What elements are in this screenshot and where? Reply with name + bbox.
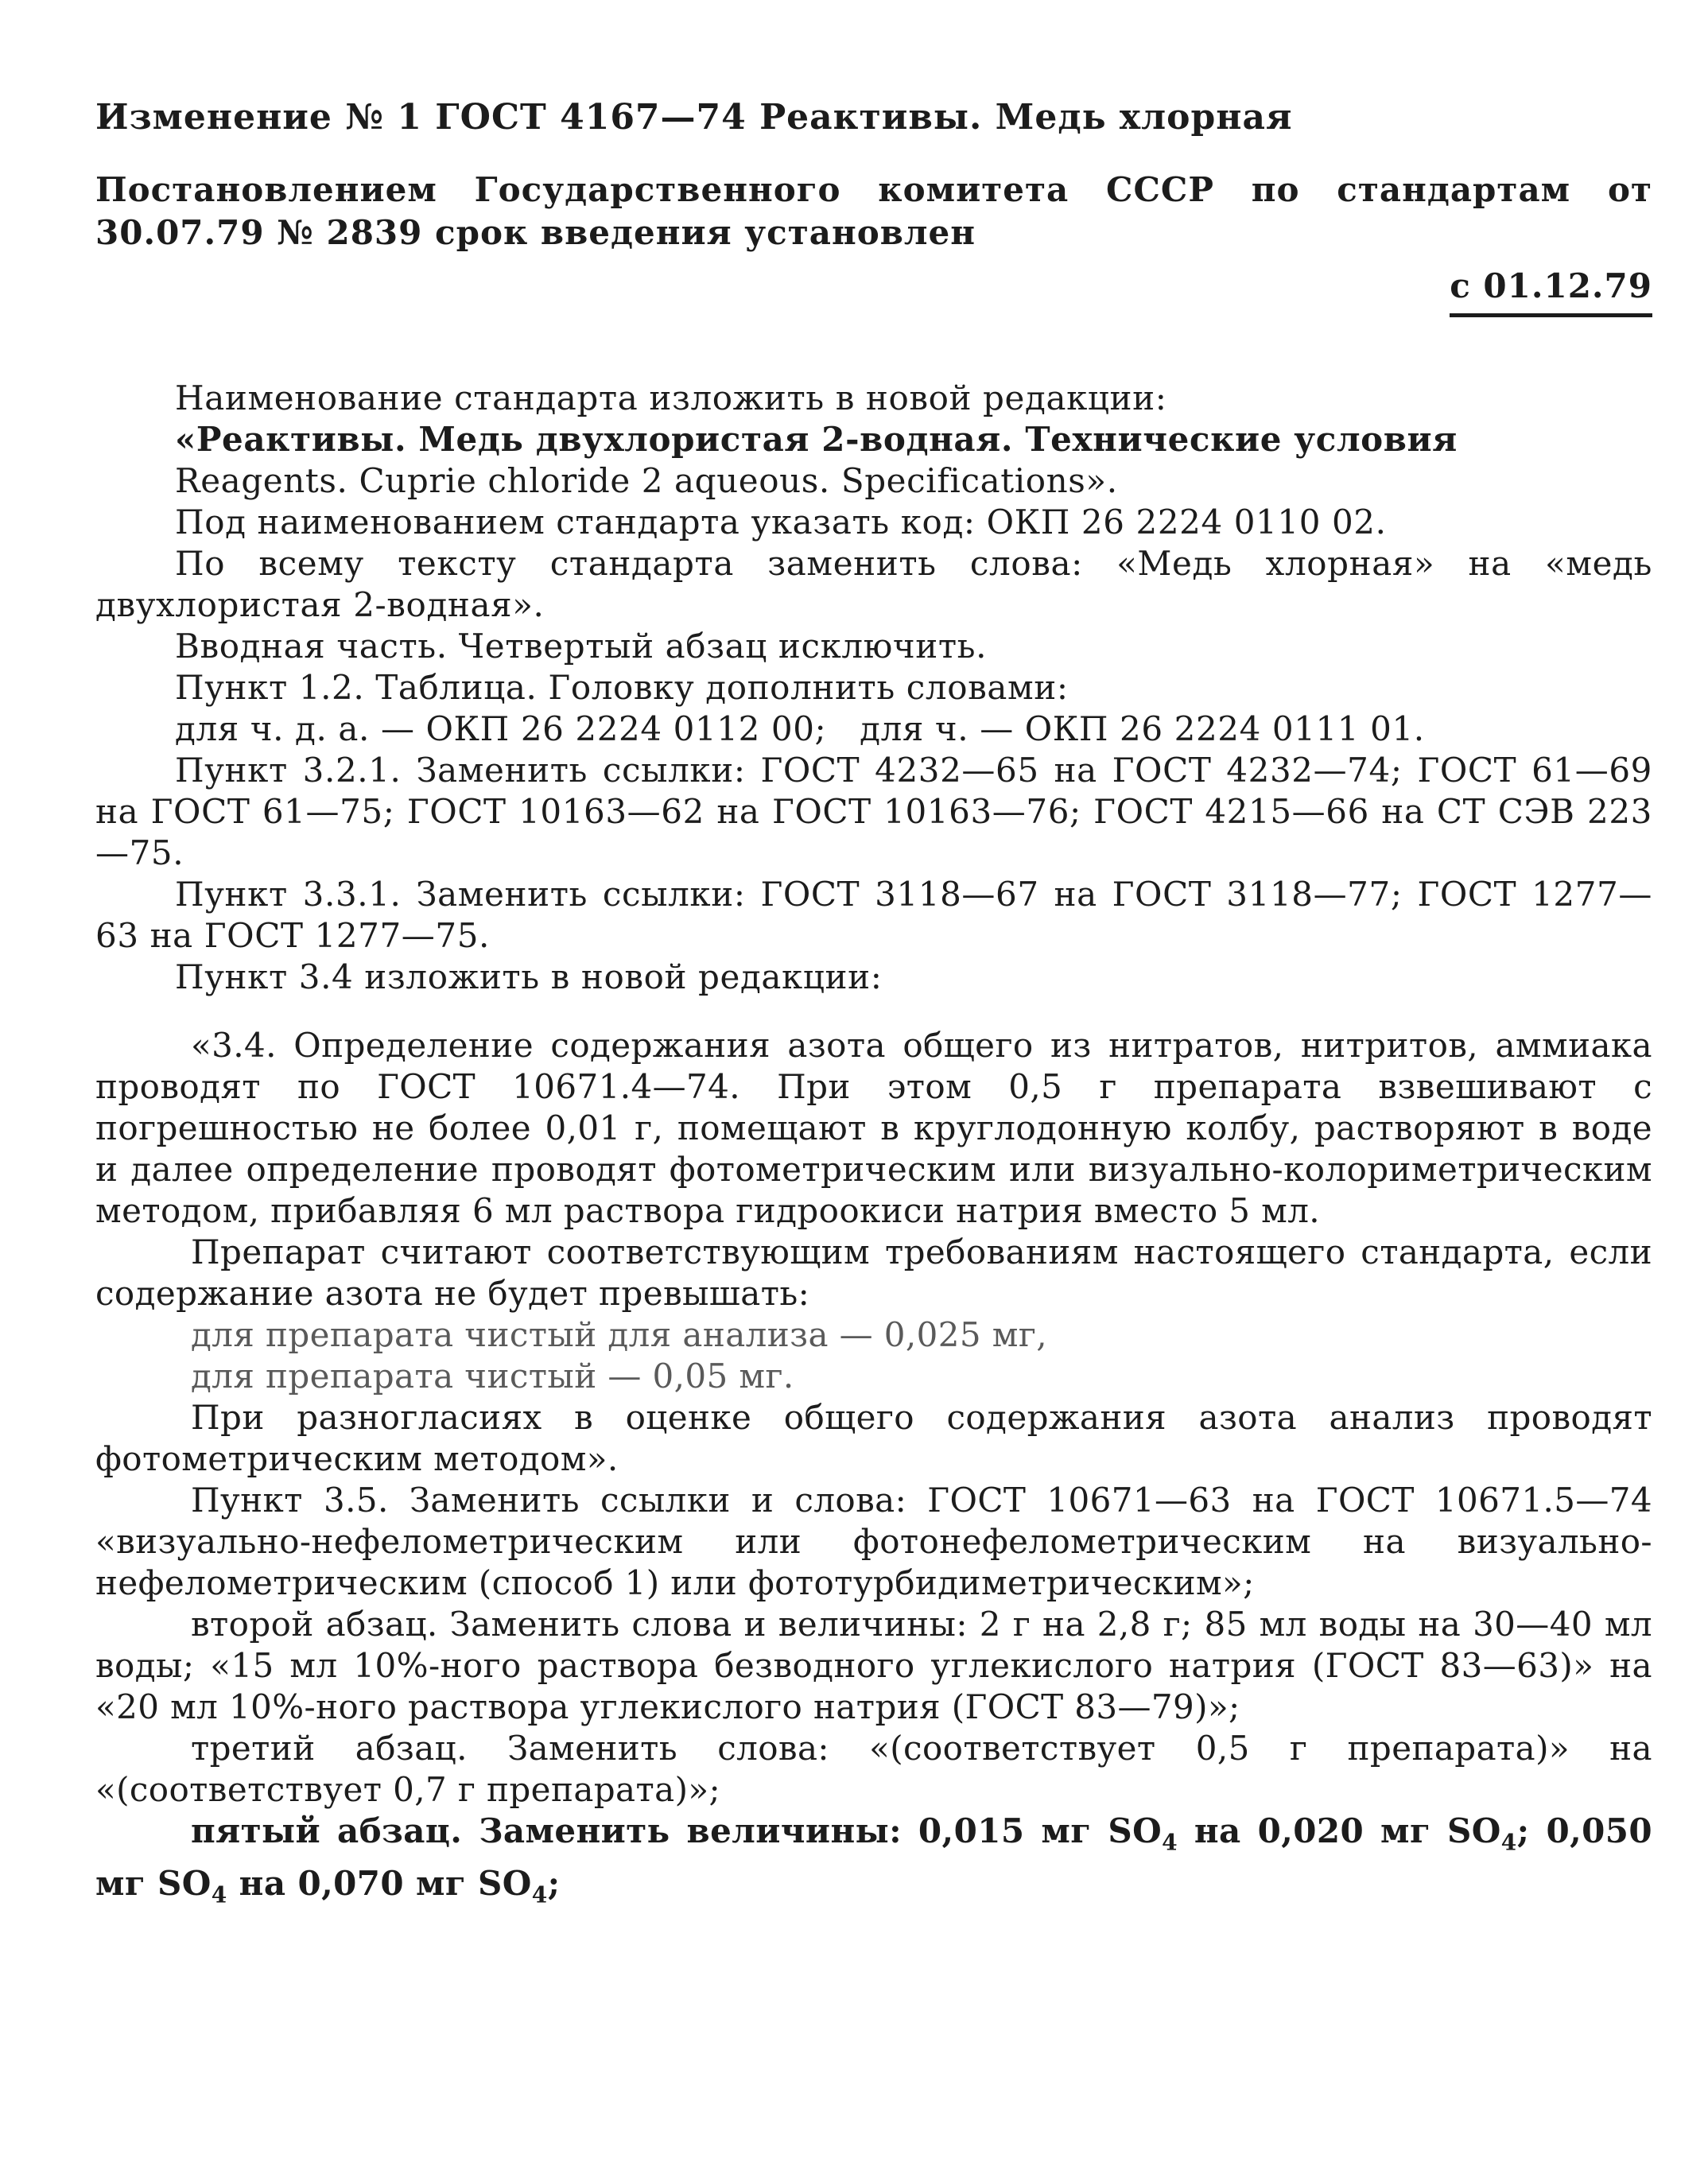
document-title: Изменение № 1 ГОСТ 4167—74 Реактивы. Медь хлорная <box>95 97 1293 138</box>
subscript: 4 <box>211 1881 227 1908</box>
paragraph-new-title-ru: «Реактивы. Медь двухлористая 2-водная. Технические условия <box>175 420 1458 459</box>
quote-limit-pure: для препарата чистый — 0,05 мг. <box>191 1357 794 1396</box>
paragraph-item-3-4: Пункт 3.4 изложить в новой редакции: <box>175 957 883 996</box>
amendment-body <box>95 378 1652 998</box>
paragraph-third-abzac: третий абзац. Заменить слова: «(соответствует 0,5 г препарата)» на «(соответствует 0,7 г препарата)»; <box>95 1729 1652 1809</box>
effective-date-block <box>95 264 1652 317</box>
paragraph-item-3-2-1: Пункт 3.2.1. Заменить ссылки: ГОСТ 4232—65 на ГОСТ 4232—74; ГОСТ 61—69 на ГОСТ 61—75; ГОСТ 10163—62 на ГОСТ 10163—76; ГОСТ 4215—66 на СТ СЭВ 223—75. <box>95 751 1652 872</box>
fifth-abzac-mid: ; 0,050 мг SO <box>95 1811 1652 1904</box>
fifth-abzac-mid: на 0,020 мг SO <box>1177 1811 1501 1850</box>
paragraph-fifth-abzac <box>95 1811 1652 1916</box>
paragraph-okp-grades: для ч. д. а. — ОКП 26 2224 0112 00; для ч. — ОКП 26 2224 0111 01. <box>175 709 1425 748</box>
quote-disagreement: При разногласиях в оценке общего содержания азота анализ проводят фотометрическим методом». <box>95 1398 1652 1478</box>
paragraph-item-3-5: Пункт 3.5. Заменить ссылки и слова: ГОСТ 10671—63 на ГОСТ 10671.5—74 «визуально-нефелометрическим или фотонефелометрическим на визуально-нефелометрическим (способ 1) или фототурбидиметрическим»; <box>95 1481 1652 1602</box>
paragraph-new-title-en: Reagents. Cuprie chloride 2 aqueous. Specifications». <box>175 461 1118 500</box>
quote-limit-analytical: для препарата чистый для анализа — 0,025 мг, <box>191 1315 1047 1354</box>
quote-item-3-4: «3.4. Определение содержания азота общего из нитратов, нитритов, аммиака проводят по ГОСТ 10671.4—74. При этом 0,5 г препарата взвешивают с погрешностью не более 0,01 г, помещают в круглодонную колбу, растворяют в воде и далее определение проводят фотометрическим или визуально-колориметрическим методом, прибавляя 6 мл раствора гидроокиси натрия вместо 5 мл. <box>95 1026 1652 1230</box>
fifth-abzac-mid: на 0,070 мг SO <box>227 1864 532 1904</box>
paragraph-intro: Вводная часть. Четвертый абзац исключить. <box>175 627 988 666</box>
quote-requirements: Препарат считают соответствующим требованиям настоящего стандарта, если содержание азота не будет превышать: <box>95 1233 1652 1313</box>
paragraph-second-abzac: второй абзац. Заменить слова и величины: 2 г на 2,8 г; 85 мл воды на 30—40 мл воды; «15 мл 10%-ного раствора безводного углекислого натрия (ГОСТ 83—63)» на «20 мл 10%-ного раствора углекислого натрия (ГОСТ 83—79)»; <box>95 1605 1652 1726</box>
paragraph-item-3-3-1: Пункт 3.3.1. Заменить ссылки: ГОСТ 3118—67 на ГОСТ 3118—77; ГОСТ 1277—63 на ГОСТ 1277—75. <box>95 875 1652 955</box>
subscript: 4 <box>1500 1829 1517 1856</box>
subscript: 4 <box>531 1881 548 1908</box>
paragraph-title-change: Наименование стандарта изложить в новой редакции: <box>175 379 1167 417</box>
fifth-abzac-lead: пятый абзац. Заменить величины: 0,015 мг SO <box>191 1811 1163 1850</box>
paragraph-replace-words: По всему тексту стандарта заменить слова: «Медь хлорная» на «медь двухлористая 2-водная». <box>95 544 1652 624</box>
subscript: 4 <box>1162 1829 1178 1856</box>
paragraph-item-1-2: Пункт 1.2. Таблица. Головку дополнить словами: <box>175 668 1069 707</box>
quoted-section <box>95 1025 1652 1916</box>
effective-date: с 01.12.79 <box>1450 264 1652 317</box>
decree-text: Постановлением Государственного комитета СССР по стандартам от 30.07.79 № 2839 срок введения установлен <box>95 170 1652 252</box>
fifth-abzac-tail: ; <box>547 1864 561 1904</box>
paragraph-okp-code: Под наименованием стандарта указать код: ОКП 26 2224 0110 02. <box>175 503 1387 542</box>
